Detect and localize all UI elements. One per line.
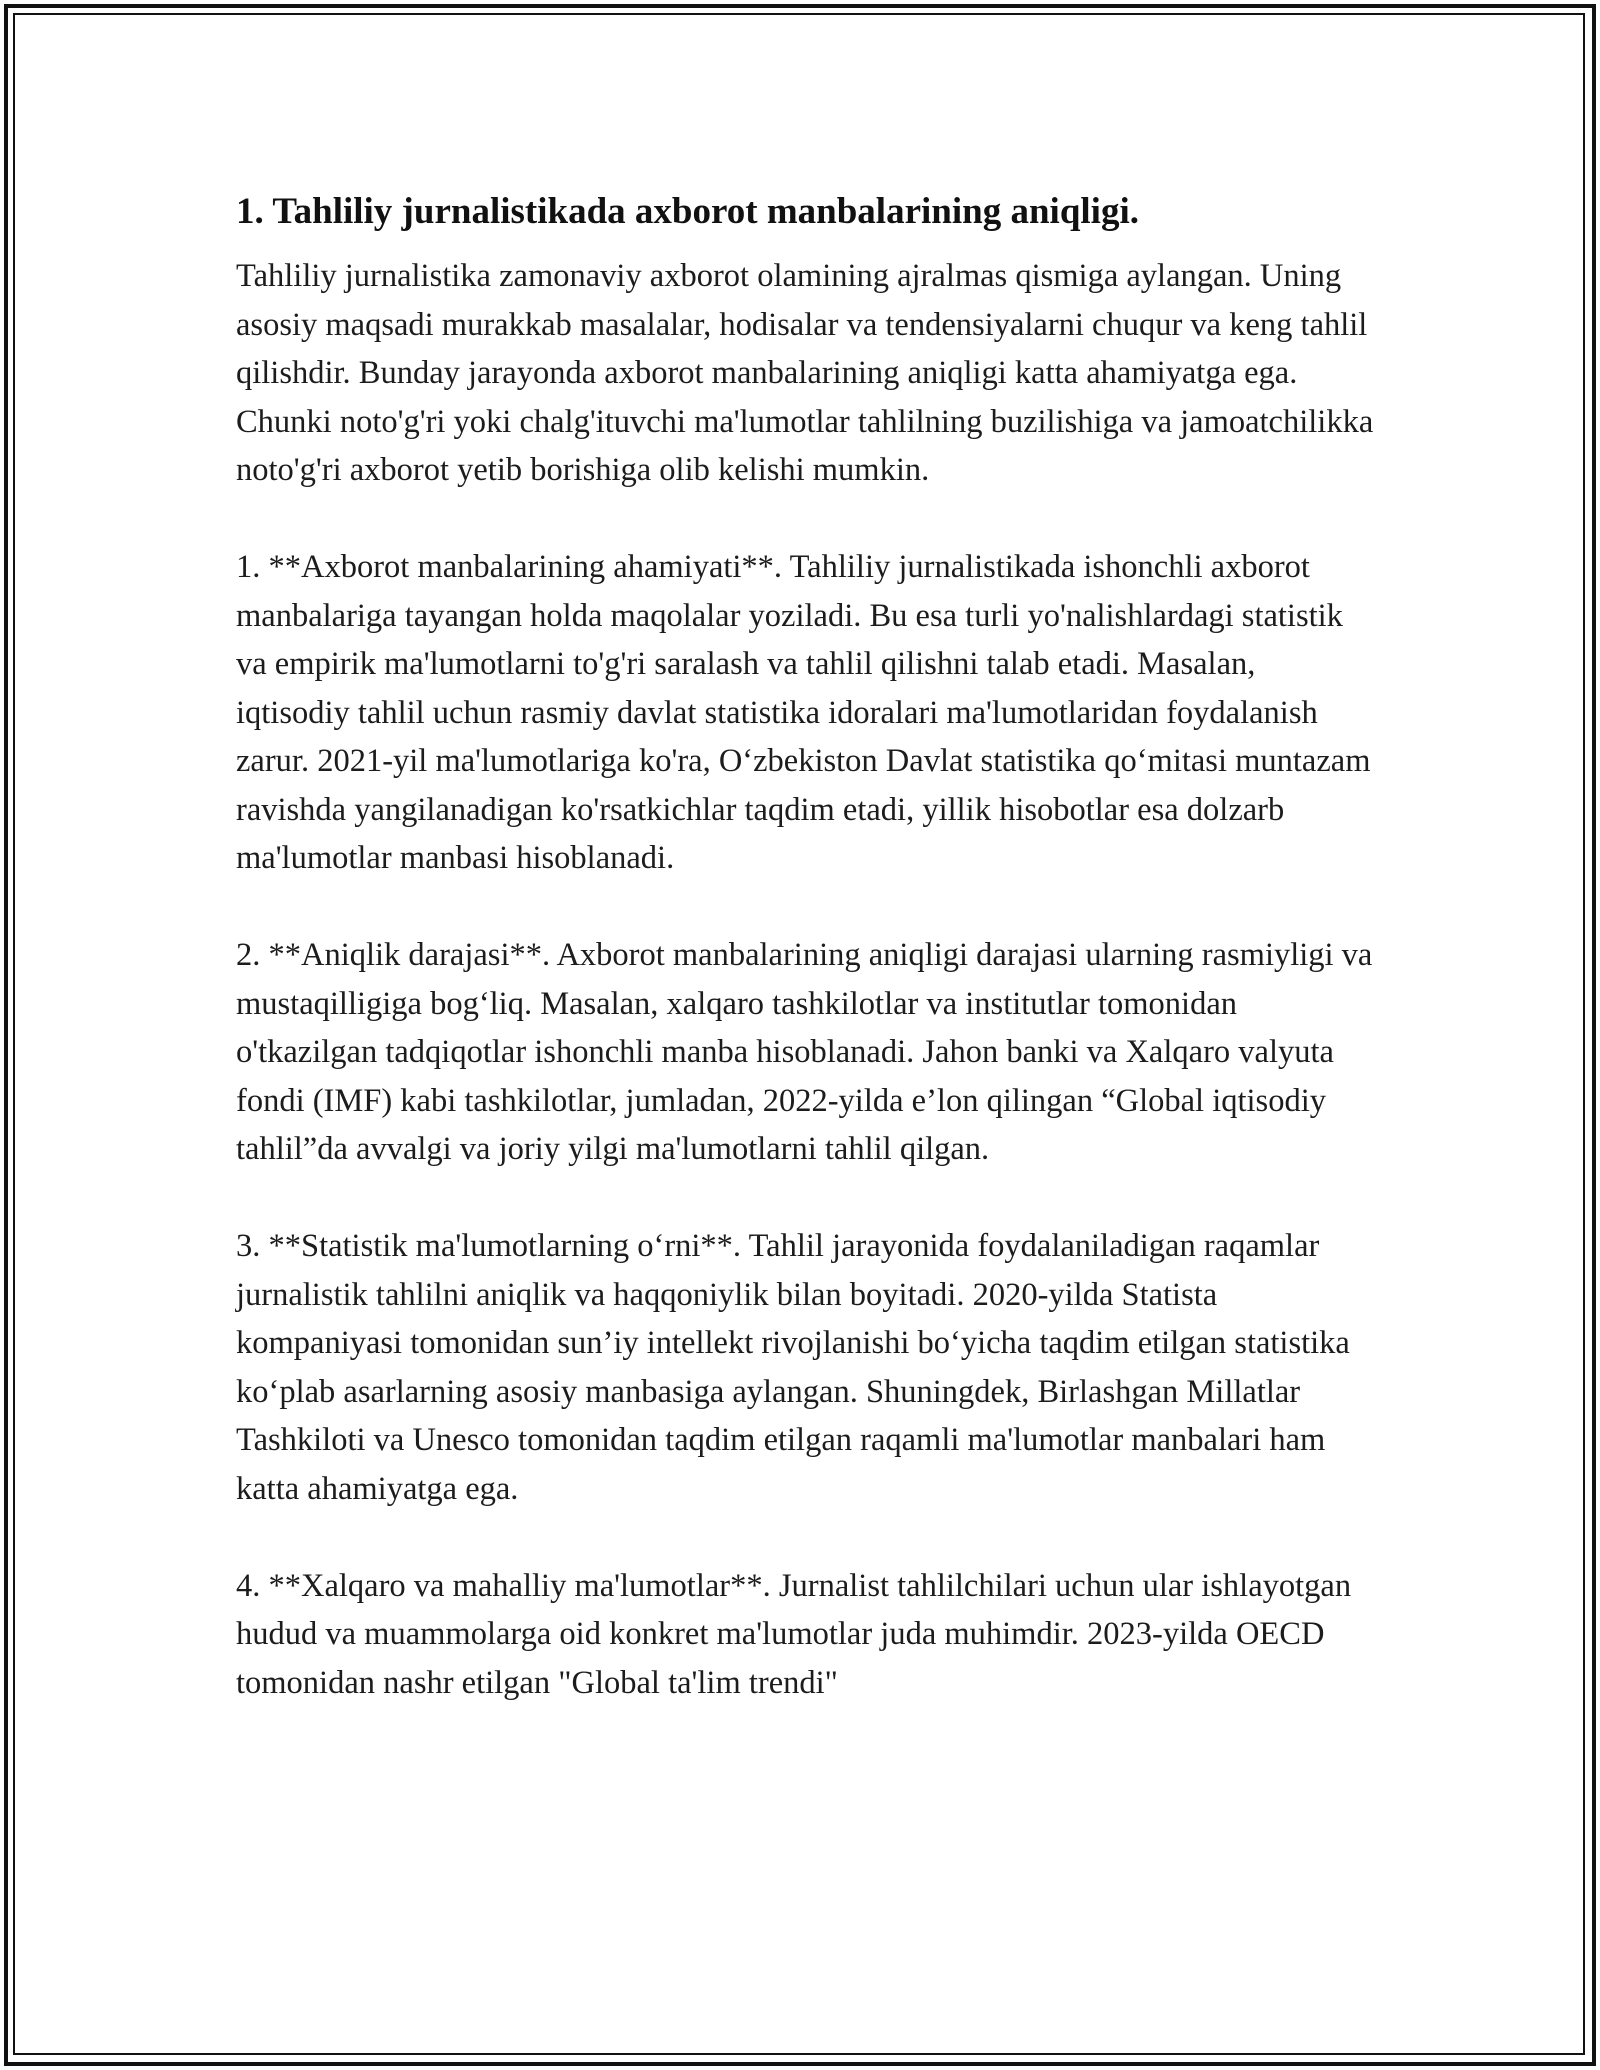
section-heading: 1. Tahliliy jurnalistikada axborot manbalarining aniqligi. <box>236 191 1139 232</box>
document-body <box>236 186 1376 1707</box>
paragraph-sources-importance: 1. **Axborot manbalarining ahamiyati**. Tahliliy jurnalistikada ishonchli axborot manbalariga tayangan holda maqolalar yoziladi. Bu esa turli yo'nalishlardagi statistik va empirik ma'lumotlarni to'g'ri saralash va tahlil qilishni talab etadi. Masalan, iqtisodiy tahlil uchun rasmiy davlat statistika idoralari ma'lumotlaridan foydalanish zarur. 2021-yil ma'lumotlariga ko'ra, O‘zbekiston Davlat statistika qo‘mitasi muntazam ravishda yangilanadigan ko'rsatkichlar taqdim etadi, yillik hisobotlar esa dolzarb ma'lumotlar manbasi hisoblanadi. <box>236 549 1371 876</box>
paragraph-statistics-role: 3. **Statistik ma'lumotlarning o‘rni**. Tahlil jarayonida foydalaniladigan raqamlar jurnalistik tahlilni aniqlik va haqqoniylik bilan boyitadi. 2020-yilda Statista kompaniyasi tomonidan sun’iy intellekt rivojlanishi bo‘yicha taqdim etilgan statistika ko‘plab asarlarning asosiy manbasiga aylangan. Shuningdek, Birlashgan Millatlar Tashkiloti va Unesco tomonidan taqdim etilgan raqamli ma'lumotlar manbalari ham katta ahamiyatga ega. <box>236 1228 1350 1507</box>
intro-paragraph: Tahliliy jurnalistika zamonaviy axborot olamining ajralmas qismiga aylangan. Uning asosiy maqsadi murakkab masalalar, hodisalar va tendensiyalarni chuqur va keng tahlil qilishdir. Bunday jarayonda axborot manbalarining aniqligi katta ahamiyatga ega. Chunki noto'g'ri yoki chalg'ituvchi ma'lumotlar tahlilning buzilishiga va jamoatchilikka noto'g'ri axborot yetib borishiga olib kelishi mumkin. <box>236 258 1374 488</box>
paragraph-international-local-data: 4. **Xalqaro va mahalliy ma'lumotlar**. Jurnalist tahlilchilari uchun ular ishlayotgan hudud va muammolarga oid konkret ma'lumotlar juda muhimdir. 2023-yilda OECD tomonidan nashr etilgan "Global ta'lim trendi" <box>236 1567 1352 1701</box>
paragraph-accuracy-level: 2. **Aniqlik darajasi**. Axborot manbalarining aniqligi darajasi ularning rasmiyligi va mustaqilligiga bog‘liq. Masalan, xalqaro tashkilotlar va institutlar tomonidan o'tkazilgan tadqiqotlar ishonchli manba hisoblanadi. Jahon banki va Xalqaro valyuta fondi (IMF) kabi tashkilotlar, jumladan, 2022-yilda e’lon qilingan “Global iqtisodiy tahlil”da avvalgi va joriy yilgi ma'lumotlarni tahlil qilgan. <box>236 937 1373 1167</box>
